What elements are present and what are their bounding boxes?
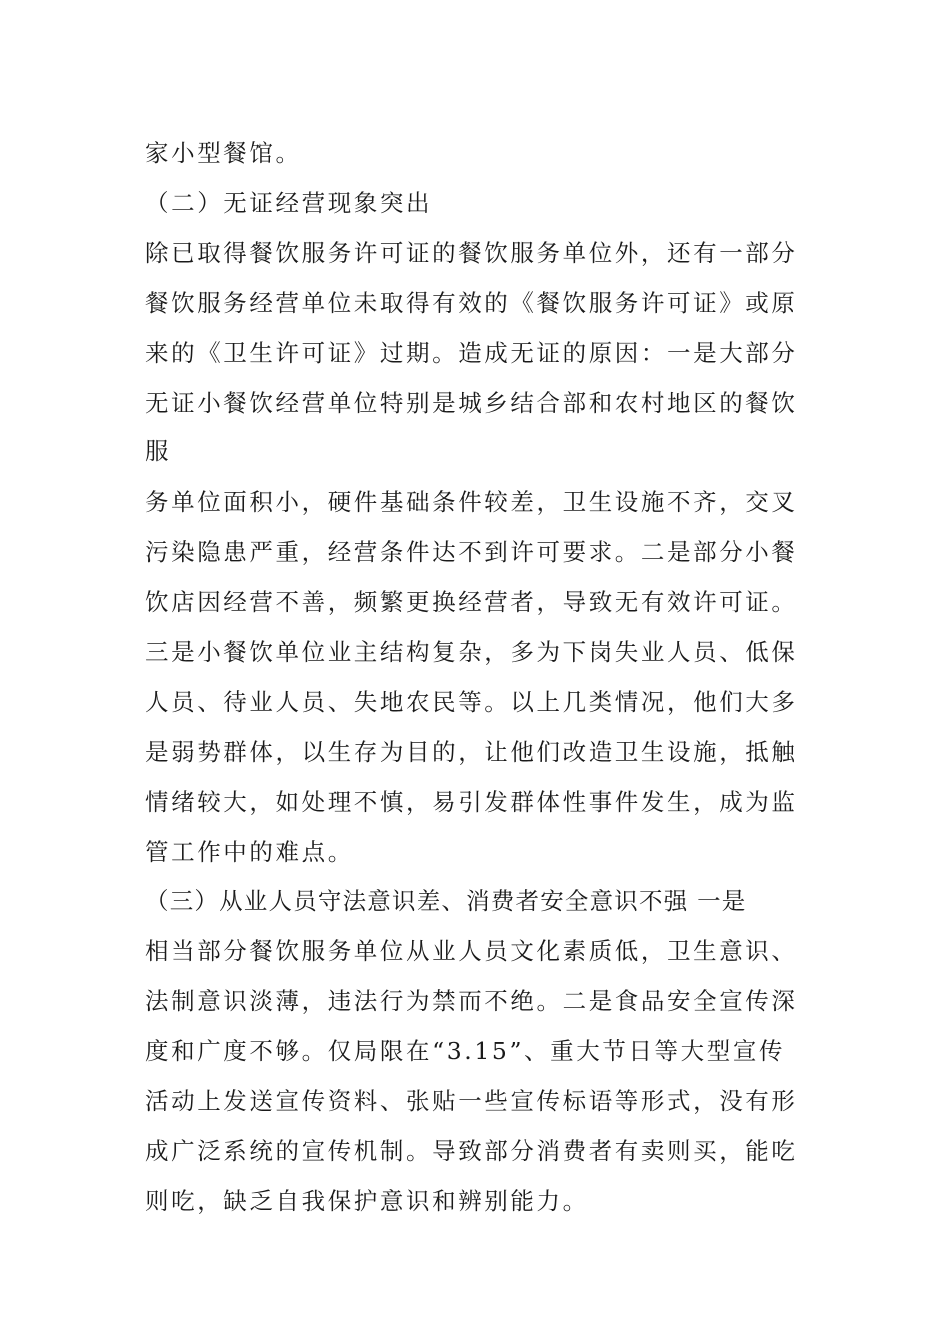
paragraph-line: 情绪较大，如处理不慎，易引发群体性事件发生，成为监 <box>145 788 798 816</box>
paragraph-line: 是弱势群体，以生存为目的，让他们改造卫生设施，抵触 <box>145 738 798 766</box>
paragraph-line: 务单位面积小，硬件基础条件较差，卫生设施不齐，交叉 <box>145 488 798 516</box>
paragraph-line: 度和广度不够。仅局限在“3.15”、重大节日等大型宣传 <box>145 1037 786 1065</box>
section-heading: （三）从业人员守法意识差、消费者安全意识不强 一是 <box>145 887 747 915</box>
paragraph-line: 相当部分餐饮服务单位从业人员文化素质低，卫生意识、 <box>145 937 798 965</box>
section-heading: （二）无证经营现象突出 <box>145 189 433 217</box>
paragraph-line: 餐饮服务经营单位未取得有效的《餐饮服务许可证》或原 <box>145 289 798 317</box>
paragraph-line: 污染隐患严重，经营条件达不到许可要求。二是部分小餐 <box>145 538 798 566</box>
paragraph-line: 除已取得餐饮服务许可证的餐饮服务单位外，还有一部分 <box>145 239 798 267</box>
paragraph-line: 家小型餐馆。 <box>145 139 302 167</box>
paragraph-line: 服 <box>145 437 172 465</box>
paragraph-line: 饮店因经营不善，频繁更换经营者，导致无有效许可证。 <box>145 588 798 616</box>
paragraph-line: 管工作中的难点。 <box>145 838 354 866</box>
paragraph-line: 无证小餐饮经营单位特别是城乡结合部和农村地区的餐饮 <box>145 389 798 417</box>
paragraph-line: 则吃，缺乏自我保护意识和辨别能力。 <box>145 1187 589 1215</box>
paragraph-line: 来的《卫生许可证》过期。造成无证的原因：一是大部分 <box>145 339 798 367</box>
paragraph-line: 活动上发送宣传资料、张贴一些宣传标语等形式，没有形 <box>145 1087 798 1115</box>
paragraph-line: 人员、待业人员、失地农民等。以上几类情况，他们大多 <box>145 688 798 716</box>
paragraph-line: 成广泛系统的宣传机制。导致部分消费者有卖则买，能吃 <box>145 1137 798 1165</box>
paragraph-line: 法制意识淡薄，违法行为禁而不绝。二是食品安全宣传深 <box>145 987 798 1015</box>
paragraph-line: 三是小餐饮单位业主结构复杂，多为下岗失业人员、低保 <box>145 638 798 666</box>
